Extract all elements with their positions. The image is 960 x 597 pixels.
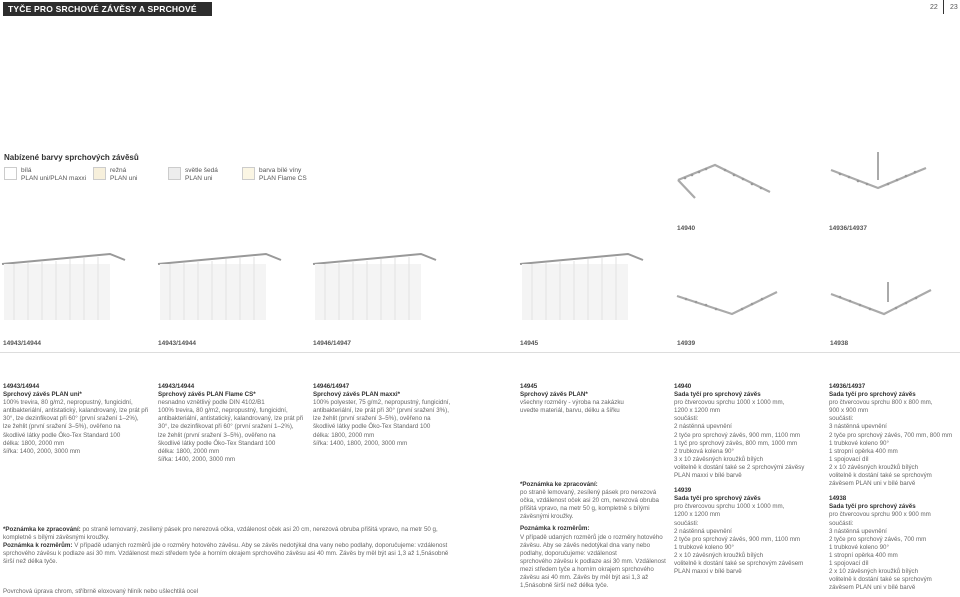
- product-col-3: 14946/14947 Sprchový závěs PLAN maxxi* 100% polyester, 75 g/m2, nepropustný, fungicidní, antibakteriální, lze prát při 30° (první sražení 3%), lze žehlit (první sražení 3–5%), ověřeno na škodlivé látky podle Öko-Tex Standard 100 délka: 1800, 2000 mm šířka: 1400, 1800, 2000, 3000 mm: [313, 383, 451, 447]
- image-code-6: 14938: [830, 340, 849, 347]
- rod-set-14936-image: [826, 150, 936, 205]
- image-code-1: 14943/14944: [3, 340, 41, 347]
- product-col-4: 14945 Sprchový závěs PLAN* všechny rozměry - výroba na zakázku uvedte materiál, barvu, délku a šířku: [520, 383, 624, 415]
- curtain-image-1: [0, 250, 130, 322]
- image-code-2: 14943/14944: [158, 340, 196, 347]
- rod-set-14938-image: [826, 280, 936, 325]
- page-number-right: 23: [950, 4, 958, 11]
- swatch-white-wine: [242, 167, 255, 180]
- rod-set-14940-image: [670, 160, 780, 205]
- swatch-label-white: bílá PLAN uni/PLAN maxxi: [21, 167, 87, 182]
- image-code-5: 14939: [677, 340, 696, 347]
- code-14940: 14940: [677, 225, 696, 232]
- curtain-image-3: [311, 250, 441, 322]
- swatch-natural: [93, 167, 106, 180]
- swatch-light-grey: [168, 167, 181, 180]
- product-col-2: 14943/14944 Sprchový závěs PLAN Flame CS* nesnadno vznětlivý podle DIN 4102/B1 100% trevira, 80 g/m2, nepropustný, fungicidní, antibakteriální, antistatický, kalandrovaný, lze prát při 30°, lze dezinfikovat při 60° (první sražení 1–2%), lze žehlit (první sražení 3–5%), ověřeno na škodlivé látky podle Öko-Tex Standard 100 délka: 1800, 2000 mm šířka: 1400, 2000, 3000 mm: [158, 383, 304, 463]
- page-number-left: 22: [930, 4, 938, 11]
- product-col-6: 14936/14937 Sada tyčí pro sprchový závěs pro čtvercovou sprchu 800 x 800 mm, 900 x 900 mm součásti: 3 nástěnná upevnění 2 tyče pro sprchový závěs, 700 mm, 800 mm 1 trubkové koleno 90° 1 stropní opěrka 400 mm 1 spojovací díl 2 x 10 závěsných kroužků bílých volitelně k dostání také se sprchovým závěsem PLAN uni v bílé barvě 14938 Sada tyčí pro sprchový závěs pro čtvercovou sprchu 900 x 900 mm součásti: 3 nástěnná upevnění 2 tyče pro sprchový závěs, 700 mm 1 trubkové koleno 90° 1 stropní opěrka 400 mm 1 spojovací díl 2 x 10 závěsných kroužků bílých volitelně k dostání také se sprchovým závěsem PLAN uni v bílé barvě: [829, 383, 953, 592]
- product-col-5: 14940 Sada tyčí pro sprchový závěs pro čtvercovou sprchu 1000 x 1000 mm, 1200 x 1200 mm součásti: 2 nástěnná upevnění 2 tyče pro sprchový závěs, 900 mm, 1100 mm 1 tyč pro sprchový závěs, 800 mm, 1000 mm 2 trubková kolena 90° 3 x 10 závěsných kroužků bílých volitelně k dostání také se 2 sprchovými závěsy PLAN maxxi v bílé barvě 14939 Sada tyčí pro sprchový závěs pro čtvercovou sprchu 1000 x 1000 mm, 1200 x 1200 mm součásti: 2 nástěnná upevnění 2 tyče pro sprchový závěs, 900 mm, 1100 mm 1 trubkové koleno 90° 2 x 10 závěsných kroužků bílých volitelně k dostání také se sprchovým závěsem PLAN maxxi v bílé barvě: [674, 383, 805, 576]
- image-code-4: 14945: [520, 340, 539, 347]
- product-col-1: 14943/14944 Sprchový závěs PLAN uni* 100% trevira, 80 g/m2, nepropustný, fungicidní, antibakteriální, antistatický, kalandrovaný, lze prát při 30°, lze dezinfikovat při 60° (první sražení 1–2%), lze žehlit (první sražení 3–5%), ověřeno na škodlivé látky podle Öko-Tex Standard 100 délka: 1800, 2000 mm šířka: 1400, 2000, 3000 mm: [3, 383, 149, 455]
- swatch-white: [4, 167, 17, 180]
- bottom-note: *Poznámka ke zpracování: po straně lemovaný, zesílený pásek pro nerezová očka, vzdálenost oček asi 20 cm, nerezová obruba přišitá vpravo, na metr 50 g, kompletně s bílými závěsnými kroužky. Poznámka k rozměrům: V případě udaných rozměrů jde o rozměry hotového závěsu. Aby se závěs nedotýkal dna vany nebo podlahy, doporučujeme: vzdálenost sprchového závěsu k podlaze asi 30 mm. Vzdálenost mezi středem tyče a horním okrajem sprchového závěsu asi 40 mm. Závěs by měl být asi 1,3 až 1,5násobně širší než délka tyče.: [3, 526, 449, 566]
- image-code-3: 14946/14947: [313, 340, 351, 347]
- product-col-4-notes: *Poznámka ke zpracování: po straně lemovaný, zesílený pásek pro nerezová očka, vzdálenost oček asi 20 cm, nerezová obruba přišitá vpravo, na metr 50 g, kompletně s bílými závěsnými kroužky. Poznámka k rozměrům: V případě udaných rozměrů jde o rozměry hotového závěsu. Aby se závěs nedotýkal dna vany nebo podlahy, doporučujeme: vzdálenost sprchového závěsu k podlaze asi 30 mm. Vzdálenost mezi středem tyče a horním okrajem sprchového závěsu asi 40 mm. Závěs by měl být asi 1,3 až 1,5násobně širší než délka tyče.: [520, 481, 666, 590]
- swatch-label-natural: režná PLAN uni: [110, 167, 138, 182]
- curtain-image-4: [518, 250, 648, 322]
- curtain-image-2: [156, 250, 286, 322]
- surface-finish-note: Povrchová úprava chrom, stříbrně eloxovaný hliník nebo ušlechtilá ocel: [3, 588, 199, 595]
- divider-line: [0, 352, 960, 353]
- swatch-label-white-wine: barva bílé víny PLAN Flame CS: [259, 167, 307, 182]
- page-divider: [943, 0, 944, 14]
- swatch-label-light-grey: světle šedá PLAN uni: [185, 167, 218, 182]
- code-14936-14937: 14936/14937: [829, 225, 867, 232]
- colors-section-title: Nabízené barvy sprchových závěsů: [4, 153, 139, 162]
- page-header-title: TYČE PRO SRCHOVÉ ZÁVĚSY A SPRCHOVÉ ZÁVĚSY: [3, 2, 212, 16]
- rod-set-14939-image: [672, 284, 782, 324]
